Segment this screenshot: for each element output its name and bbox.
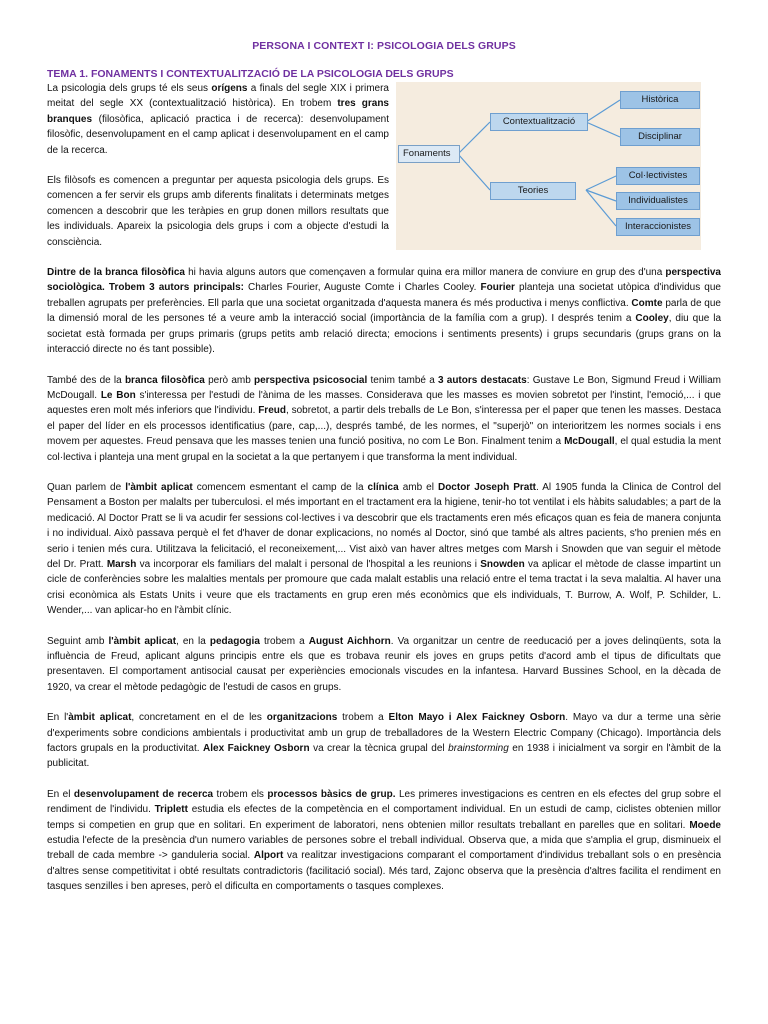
diagram-node-interaccionistes: Interaccionistes	[616, 218, 700, 236]
paragraph-philosophers: Els filòsofs es comencen a preguntar per aquesta psicologia dels grups. Es comencen a fer servir els grups amb diferents finalitats i determinats metges comencen a descobrir que les teràpies en grup donen millors resultats que les individuals. Apareix la psicologia dels grups i com a objecte d'estudi la consciència.	[47, 175, 389, 248]
paragraph-psychosocial: També des de la branca filosòfica però amb perspectiva psicosocial tenim també a 3 autors destacats: Gustave Le Bon, Sigmund Freud i William McDougall. Le Bon s'interessa per l'estudi de l'ànima de les masses. Considerava que les masses es movien sobretot per l'instint, l'emoció,... i que aquestes eren molt més inferiors que l'individu. Freud, sobretot, a partir dels treballs de Le Bon, s'interessa per el paper que tenen les masses. Destaca el paper del líder en els processos identificatius (pare, cap,...), després també, de les normes, el "superjò" on interioritzem les normes socials i ens movem per aquestes. Freud pensava que les masses tenien una funció positiva, no com Le Bon. Finalment tenim a McDougall, el qual estudia la ment col·lectiva i planteja una ment grupal en la societat a la que pertanyem i que transforma la ment individual.	[47, 374, 722, 463]
document-title: PERSONA I CONTEXT I: PSICOLOGIA DELS GRUPS	[252, 40, 516, 52]
diagram-node-disciplinar: Disciplinar	[620, 128, 700, 146]
diagram-node-teories: Teories	[490, 182, 576, 200]
paragraph-origins: La psicologia dels grups té els seus orígens a finals del segle XIX i primera meitat del segle XX (contextualització històrica). En trobem tres grans branques (filosòfica, aplicació practica i de recerca): desenvolupament filosòfic, desenvolupament en el camp aplicat i desenvolupament en el camp de la recerca.	[47, 83, 389, 156]
paragraph-organizations: En l'àmbit aplicat, concretament en el de les organitzacions trobem a Elton Mayo i Alex Faickney Osborn. Mayo va dur a terme una sèrie d'experiments sobre condicions ambientals i productivitat amb un grup de treballadores de la Western Electric Company (Chicago). Importància dels factors grupals en la productivitat. Alex Faickney Osborn va crear la tècnica grupal del brainstorming en 1938 i inicialment va sorgir en l'àmbit de la publicitat.	[47, 712, 721, 770]
diagram-node-individualistes: Individualistes	[616, 192, 700, 210]
diagram-node-fonaments: Fonaments	[398, 145, 460, 163]
document-page	[47, 40, 721, 910]
topic-heading: TEMA 1. FONAMENTS I CONTEXTUALITZACIÓ DE LA PSICOLOGIA DELS GRUPS	[47, 68, 454, 80]
paragraph-clinical: Quan parlem de l'àmbit aplicat comencem esmentant el camp de la clínica amb el Doctor Joseph Pratt. Al 1905 funda la Clinica de Control del Pensament a Boston per malalts per tuberculosi. el més important en el tractament era la higiene, tenir-ho tot ventilat i els hàbits saludables; a part de la medicació. Al Doctor Pratt se li va acudir fer sessions col·lectives i va descobrir que els tractaments eren més eficaços quan es feia de manera conjunta i no individual. Això passava perquè el fet d'haver de donar explicacions, no només al Doctor, sinó que també als altres pacients, s'ho prenien més en serio i tenien més cura. Utilitzava la felicitació, el reconeixement,... Vist això van haver altres metges com Marsh i Snowden que van seguir el mètode del Dr. Pratt. Marsh va incorporar els familiars del malalt i personal de l'hospital a les reunions i Snowden va aplicar el mètode de classe impartint un cicle de conferències sobre les malalties mentals per promoure que cada malalt establis una relació entre el tema tractat i la seva malaltia. Al haver una crisi econòmica als Estats Units i veure que els tractaments en grup eren més econòmics que els individuals, T. Burrow, A. Wolf, P. Schilder, L. Wender,... van aplicar-ho en l'àmbit clínic.	[47, 481, 721, 617]
paragraph-philosophical-branch: Dintre de la branca filosòfica hi havia alguns autors que començaven a formular quina era millor manera de conviure en grup des d'una perspectiva sociològica. Trobem 3 autors principals: Charles Fourier, Auguste Comte i Charles Cooley. Fourier planteja una societat utòpica d'individus que treballen agrupats per preferències. Ell parla que una societat organitzada d'aquesta manera és més productiva i menys conflictiva. Comte parla de que la dimensió moral de les persones té a veure amb la interacció social (importància de la família com a grup). I després tenim a Cooley, diu que la societat està formada per grups primaris (grups petits amb relació directa; emocions i sentiments presents) i grups secundaris (grups grans on la interacció directe no és tant possible).	[47, 267, 722, 356]
concept-diagram	[396, 82, 701, 250]
diagram-node-collectivistes: Col·lectivistes	[616, 167, 700, 185]
intro-block	[47, 68, 721, 250]
paragraph-research: En el desenvolupament de recerca trobem els processos bàsics de grup. Les primeres investigacions es centren en els efectes del grup sobre el rendiment de l'individu. Triplett estudia els efectes de la competència en el comportament individual. En un estudi de camp, ciclistes obtenien millor temps si competien en grup que en solitari. En experiment de laboratori, nens obtenien millor resultats treballant en parelles que en solitari. Moede estudia l'efecte de la presència d'un numero variables de persones sobre el treball individual. Observa que, a mida que s'amplia el grup, disminueix el treball de cada membre -> ganduleria social. Alport va realitzar investigacions comparant el comportament d'individus treballant sols o en presència d'altres sense competitivitat i obté resultats contradictoris (facilitació social). Més tard, Zajonc observa que la presència d'altres facilita el rendiment en tasques senzilles i ben apreses, però el dificulta en comportaments o tasques complexes.	[47, 788, 722, 893]
paragraph-pedagogy: Seguint amb l'àmbit aplicat, en la pedagogia trobem a August Aichhorn. Va organitzar un centre de reeducació per a joves delinqüents, sota la influència de Freud, aplicant alguns principis entre els que es trobava reunir els joves en grups petits d'acord amb el tipus de dificultats que presentaven. El comportament antisocial causat per experiències emocionals viscudes en la infantesa. Harvard Bussines School, en la dècada de 1920, va crear el mètode pedagògic de l'estudi de casos en grups.	[47, 635, 721, 693]
diagram-node-contextualitzacio: Contextualització	[490, 113, 588, 131]
diagram-node-historica: Històrica	[620, 91, 700, 109]
